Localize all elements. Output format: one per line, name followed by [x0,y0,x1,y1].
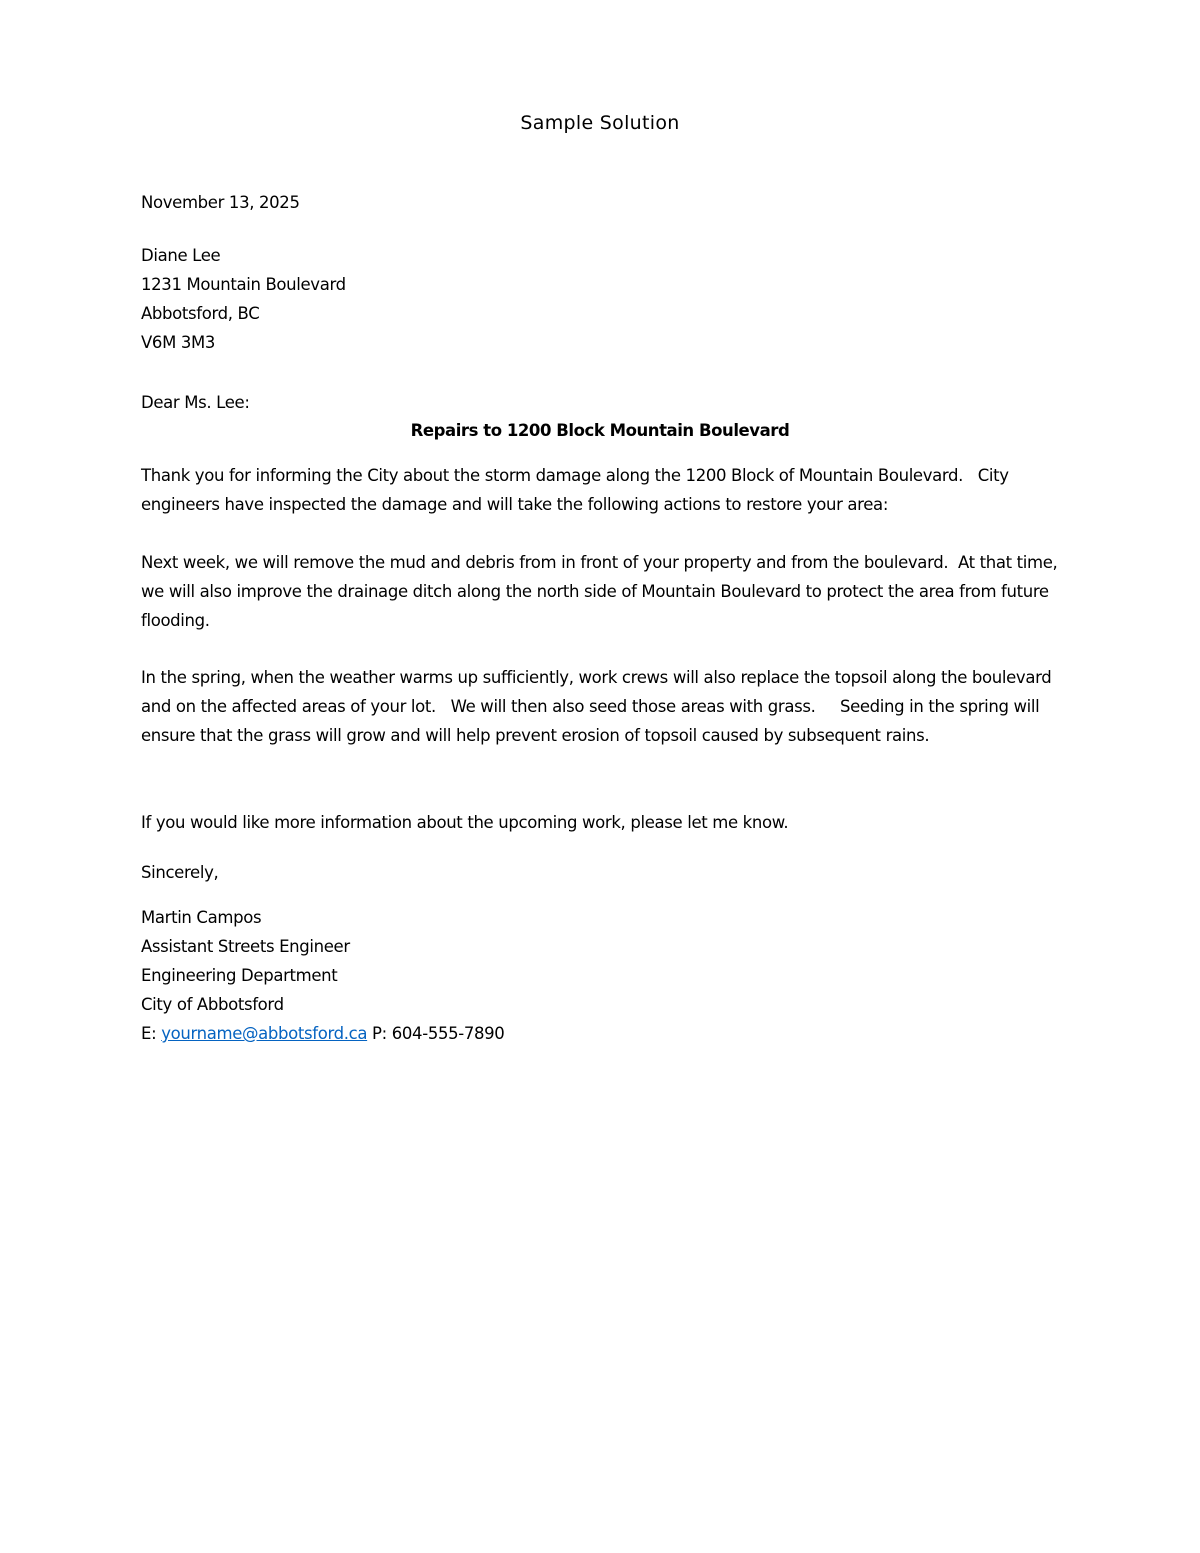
letter-date: November 13, 2025 [141,193,300,212]
email-label: E: [141,1024,157,1043]
recipient-name: Diane Lee [141,246,221,265]
phone-label: P: [372,1024,387,1043]
body-paragraph [141,461,1061,519]
signer-name: Martin Campos [141,908,262,927]
paragraph-text: In the spring, when the weather warms up sufficiently, work crews will also replace the topsoil along the boulevard and on the affected areas of your lot. We will then also seed those areas with grass. Seeding in the spring will ensure that the grass will grow and will help prevent erosion of topsoil caused by subsequent rains. [141,668,1057,745]
paragraph-text: Next week, we will remove the mud and debris from in front of your property and from the boulevard. At that time, we will also improve the drainage ditch along the north side of Mountain Boulevard to protect the area from future flooding. [141,553,1063,630]
paragraph-text: Thank you for informing the City about the storm damage along the 1200 Block of Mountain Boulevard. City engineers have inspected the damage and will take the following actions to restore your area: [141,466,1014,514]
signer-organization: City of Abbotsford [141,995,284,1014]
body-paragraph [141,548,1061,635]
salutation: Dear Ms. Lee: [141,393,250,412]
phone-number: 604-555-7890 [391,1024,505,1043]
page-heading: Sample Solution [520,112,680,134]
subject-line: Repairs to 1200 Block Mountain Boulevard [410,421,790,440]
recipient-street: 1231 Mountain Boulevard [141,275,346,294]
email-link[interactable]: yourname@abbotsford.ca [161,1024,368,1043]
recipient-address [141,241,1061,357]
recipient-postal-code: V6M 3M3 [141,333,216,352]
closing: Sincerely, [141,863,219,882]
signer-department: Engineering Department [141,966,338,985]
body-paragraph [141,663,1061,750]
paragraph-text: If you would like more information about the upcoming work, please let me know. [141,813,789,832]
signer-title: Assistant Streets Engineer [141,937,350,956]
body-paragraph [141,808,1061,837]
signature-block [141,903,1061,1048]
recipient-city: Abbotsford, BC [141,304,260,323]
contact-line [141,1019,1061,1048]
